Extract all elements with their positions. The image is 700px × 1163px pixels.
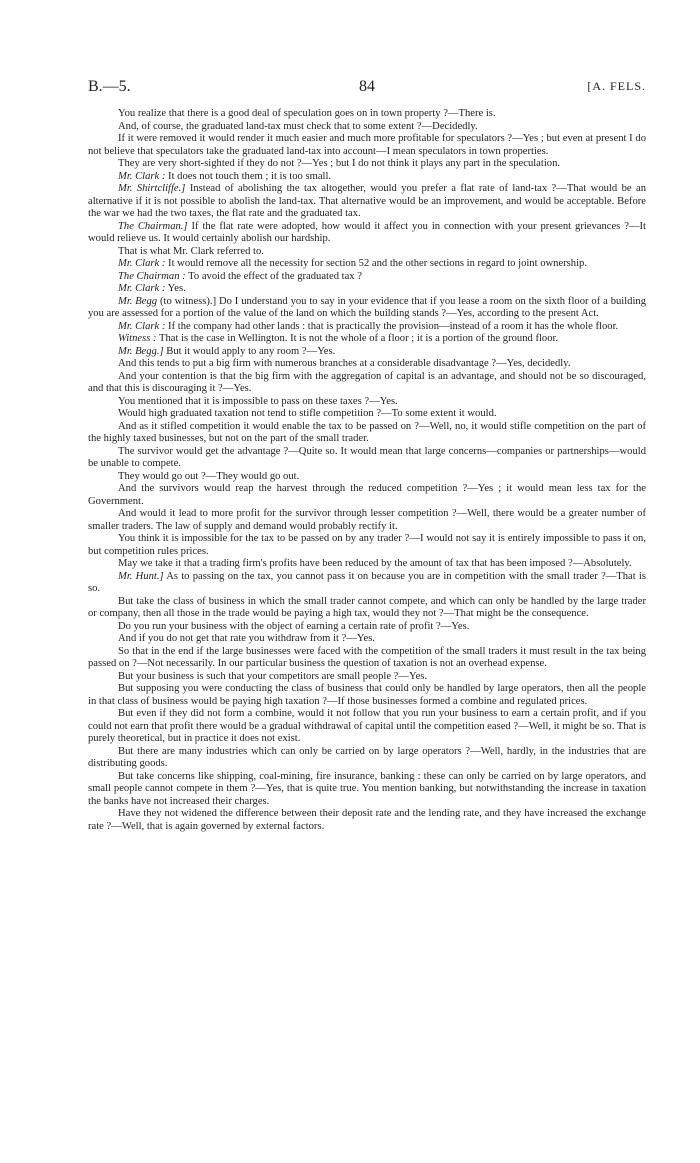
speaker-label: Mr. Clark : — [118, 283, 166, 294]
transcript-paragraph — [88, 358, 646, 371]
document-reference: B.—5. — [88, 78, 131, 95]
paragraph-text: And this tends to put a big firm with numerous branches at a considerable disadvantage ?—Yes, decidedly. — [118, 358, 571, 369]
transcript-paragraph — [88, 483, 646, 508]
transcript-paragraph — [88, 671, 646, 684]
transcript-paragraph — [88, 283, 646, 296]
page-header — [88, 78, 646, 98]
paragraph-text: (to witness).] Do I understand you to say in your evidence that if you lease a room on the sixth floor of a building you are assessed for a portion of the value of the land on which the building stands ?—Yes, according to the present Act. — [88, 295, 647, 319]
transcript-paragraph — [88, 246, 646, 259]
paragraph-text: But supposing you were conducting the class of business that could only be handled by large operators, then all the people in that class of business would be paying high taxation ?—If those businesses formed a combine and regulated prices. — [88, 683, 646, 707]
transcript-paragraph — [88, 646, 646, 671]
paragraph-text: If it were removed it would render it much easier and much more profitable for speculators ?—Yes ; but even at present I do not believe that speculators take the graduated land-tax into account—I mean speculators in town properties. — [88, 133, 646, 157]
transcript-paragraph — [88, 296, 646, 321]
speaker-label: Mr. Begg.] — [118, 345, 164, 357]
transcript-paragraph — [88, 158, 646, 171]
paragraph-text: And your contention is that the big firm with the aggregation of capital is an advantage, and should not be so discouraged, and that this is discouraging it ?—Yes. — [88, 370, 646, 394]
paragraph-text: And if you do not get that rate you withdraw from it ?—Yes. — [118, 633, 375, 644]
transcript-paragraph — [88, 508, 646, 533]
transcript-paragraph — [88, 371, 646, 396]
paragraph-text: But take concerns like shipping, coal-mining, fire insurance, banking : these can only be carried on by large operators, and small people cannot compete in them ?—Yes, that is quite true. You mention banking, but notwithstanding the increase in taxation the banks have not increased their charges. — [88, 770, 646, 807]
paragraph-text: But take the class of business in which the small trader cannot compete, and which can only be handled by the large trader or company, then all those in the trade would be paying a high tax, would they not ?—That might be the consequence. — [88, 595, 646, 619]
transcript-paragraph — [88, 221, 646, 246]
paragraph-text: But even if they did not form a combine, would it not follow that you run your business to earn a certain profit, and if you could not earn that profit there would be a gradual withdrawal of capital until the competition eased ?—Well, it might be so. That is purely theoretical, but in practice it does not exist. — [88, 708, 646, 744]
paragraph-text: Yes. — [167, 283, 186, 294]
speaker-label: Mr. Clark : — [118, 320, 166, 332]
paragraph-text: And would it lead to more profit for the survivor through lesser competition ?—Well, there would be a greater number of smaller traders. The law of supply and demand would probably rectify it. — [88, 508, 646, 532]
paragraph-text: If the company had other lands : that is practically the provision—instead of a room it has the whole floor. — [168, 320, 619, 332]
speaker-label: Mr. Clark : — [118, 258, 166, 269]
transcript-paragraph — [88, 321, 646, 334]
transcript-paragraph — [88, 396, 646, 409]
transcript-paragraph — [88, 121, 646, 134]
paragraph-text: It would remove all the necessity for section 52 and the other sections in regard to joint ownership. — [168, 258, 587, 269]
paragraph-text: And as it stifled competition it would enable the tax to be passed on ?—Well, no, it would stifle competition on the part of the highly taxed businesses, but not on the part of the small trader. — [88, 420, 646, 444]
transcript-paragraph — [88, 808, 646, 833]
paragraph-text: But your business is such that your competitors are small people ?—Yes. — [118, 670, 428, 682]
paragraph-text: And the survivors would reap the harvest through the reduced competition ?—Yes ; it would mean less tax for the Government. — [88, 483, 646, 507]
transcript-paragraph — [88, 533, 646, 558]
transcript-paragraph — [88, 558, 646, 571]
transcript-paragraph — [88, 271, 646, 284]
paragraph-text: The survivor would get the advantage ?—Quite so. It would mean that large concerns—companies or partnerships—would be unable to compete. — [88, 445, 646, 469]
speaker-label: Mr. Shirtcliffe.] — [118, 183, 186, 194]
paragraph-text: May we take it that a trading firm's profits have been reduced by the amount of tax that has been imposed ?—Absolutely. — [118, 558, 632, 569]
transcript-paragraph — [88, 133, 646, 158]
transcript-paragraph — [88, 333, 646, 346]
paragraph-text: Would high graduated taxation not tend to stifle competition ?—To some extent it would. — [118, 408, 497, 419]
speaker-label: Mr. Clark : — [118, 170, 166, 182]
transcript-paragraph — [88, 408, 646, 421]
paragraph-text: But it would apply to any room ?—Yes. — [166, 345, 336, 357]
transcript-paragraph — [88, 421, 646, 446]
witness-name: [A. FELS. — [587, 79, 646, 93]
page-number: 84 — [359, 78, 375, 95]
transcript-paragraph — [88, 596, 646, 621]
paragraph-text: Do you run your business with the object of earning a certain rate of profit ?—Yes. — [118, 620, 470, 632]
speaker-label: Witness : — [118, 333, 157, 344]
transcript-paragraph — [88, 771, 646, 809]
speaker-label: The Chairman : — [118, 270, 186, 282]
paragraph-text: But there are many industries which can only be carried on by large operators ?—Well, hardly, in the industries that are distributing goods. — [88, 745, 646, 769]
transcript-paragraph — [88, 746, 646, 771]
transcript-paragraph — [88, 621, 646, 634]
transcript-body — [88, 108, 646, 833]
transcript-paragraph — [88, 183, 646, 221]
paragraph-text: They would go out ?—They would go out. — [118, 470, 300, 482]
paragraph-text: And, of course, the graduated land-tax must check that to some extent ?—Decidedly. — [118, 120, 478, 132]
transcript-paragraph — [88, 683, 646, 708]
paragraph-text: It does not touch them ; it is too small. — [168, 170, 332, 182]
transcript-paragraph — [88, 708, 646, 746]
paragraph-text: So that in the end if the large businesses were faced with the competition of the small traders it must result in the tax being passed on ?—Not necessarily. In our particular business the question of taxation is not an overhead expense. — [88, 645, 646, 669]
paragraph-text: If the flat rate were adopted, how would it affect you in connection with your present grievances ?—It would relieve us. It would certainly abolish our hardship. — [88, 220, 647, 244]
paragraph-text: You think it is impossible for the tax to be passed on by any trader ?—I would not say it is entirely impossible to pass it on, but competition rules prices. — [88, 533, 646, 557]
speaker-label: The Chairman.] — [118, 220, 188, 232]
speaker-label: Mr. Begg — [118, 295, 158, 307]
paragraph-text: You mentioned that it is impossible to pass on these taxes ?—Yes. — [118, 395, 398, 407]
transcript-paragraph — [88, 633, 646, 646]
transcript-paragraph — [88, 446, 646, 471]
paragraph-text: As to passing on the tax, you cannot pass it on because you are in competition with the small trader ?—That is so. — [88, 570, 646, 594]
transcript-paragraph — [88, 571, 646, 596]
transcript-paragraph — [88, 258, 646, 271]
paragraph-text: To avoid the effect of the graduated tax ? — [188, 270, 362, 282]
transcript-paragraph — [88, 171, 646, 184]
paragraph-text: Have they not widened the difference between their deposit rate and the lending rate, and they have increased the exchange rate ?—Well, that is again governed by external factors. — [88, 808, 646, 832]
paragraph-text: You realize that there is a good deal of speculation goes on in town property ?—There is. — [118, 108, 496, 119]
paragraph-text: They are very short-sighted if they do not ?—Yes ; but I do not think it plays any part in the speculation. — [118, 158, 561, 169]
paragraph-text: Instead of abolishing the tax altogether, would you prefer a flat rate of land-tax ?—That would be an alternative if it is not possible to abolish the land-tax. That alternative would be an improvement, and would be acceptable. Before the war we had the two taxes, the flat rate and the graduated tax. — [88, 183, 646, 219]
transcript-paragraph — [88, 346, 646, 359]
paragraph-text: That is the case in Wellington. It is not the whole of a floor ; it is a portion of the ground floor. — [159, 333, 559, 344]
transcript-paragraph — [88, 108, 646, 121]
speaker-label: Mr. Hunt.] — [118, 570, 164, 582]
transcript-paragraph — [88, 471, 646, 484]
paragraph-text: That is what Mr. Clark referred to. — [118, 245, 264, 257]
